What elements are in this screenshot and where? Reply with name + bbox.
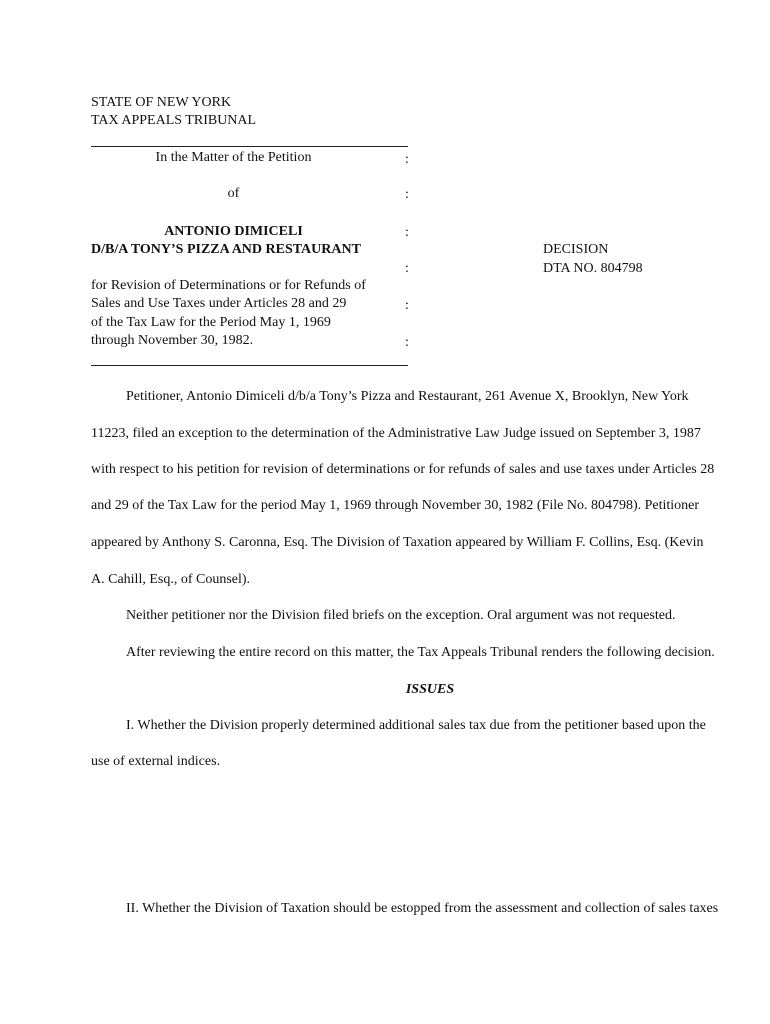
issue-line: II. Whether the Division of Taxation should be estopped from the assessment and collection of sales taxes	[126, 901, 719, 916]
caption-purpose-line: through November 30, 1982.	[91, 333, 254, 348]
paragraph-line: appeared by Anthony S. Caronna, Esq. The Division of Taxation appeared by William F. Collins, Esq. (Kevin	[91, 535, 704, 550]
issues-heading: ISSUES	[405, 682, 455, 697]
caption-purpose-line: for Revision of Determinations or for Refunds of	[91, 278, 366, 293]
paragraph-line: with respect to his petition for revision of determinations or for refunds of sales and use taxes under Articles 28	[91, 462, 715, 477]
caption-matter: In the Matter of the Petition	[155, 150, 312, 165]
issue-line: I. Whether the Division properly determined additional sales tax due from the petitioner based upon the	[126, 718, 706, 733]
caption-colon: :	[405, 298, 409, 313]
caption-purpose-line: Sales and Use Taxes under Articles 28 and 29	[91, 296, 347, 311]
paragraph-line: After reviewing the entire record on this matter, the Tax Appeals Tribunal renders the following decision.	[126, 645, 715, 660]
caption-top-rule	[91, 146, 408, 147]
paragraph-line: 11223, filed an exception to the determination of the Administrative Law Judge issued on September 3, 1987	[91, 426, 701, 441]
paragraph-line: and 29 of the Tax Law for the period May 1, 1969 through November 30, 1982 (File No. 804798). Petitioner	[91, 498, 700, 513]
paragraph-line: A. Cahill, Esq., of Counsel).	[91, 572, 251, 587]
petitioner-dba: D/B/A TONY’S PIZZA AND RESTAURANT	[91, 242, 361, 257]
tribunal-heading: TAX APPEALS TRIBUNAL	[91, 113, 257, 128]
caption-of: of	[227, 186, 240, 201]
caption-colon: :	[405, 335, 409, 350]
paragraph-line: Petitioner, Antonio Dimiceli d/b/a Tony’s Pizza and Restaurant, 261 Avenue X, Brooklyn, New York	[126, 389, 689, 404]
caption-colon: :	[405, 187, 409, 202]
issue-line: use of external indices.	[91, 754, 221, 769]
caption-bottom-rule	[91, 365, 408, 366]
caption-colon: :	[405, 225, 409, 240]
paragraph-line: Neither petitioner nor the Division filed briefs on the exception. Oral argument was not requested.	[126, 608, 676, 623]
dta-number: DTA NO. 804798	[543, 261, 643, 276]
caption-colon: :	[405, 152, 409, 167]
petitioner-name: ANTONIO DIMICELI	[164, 224, 303, 239]
caption-purpose-line: of the Tax Law for the Period May 1, 1969	[91, 315, 331, 330]
caption-colon: :	[405, 261, 409, 276]
decision-label: DECISION	[543, 242, 609, 257]
state-heading: STATE OF NEW YORK	[91, 95, 232, 110]
